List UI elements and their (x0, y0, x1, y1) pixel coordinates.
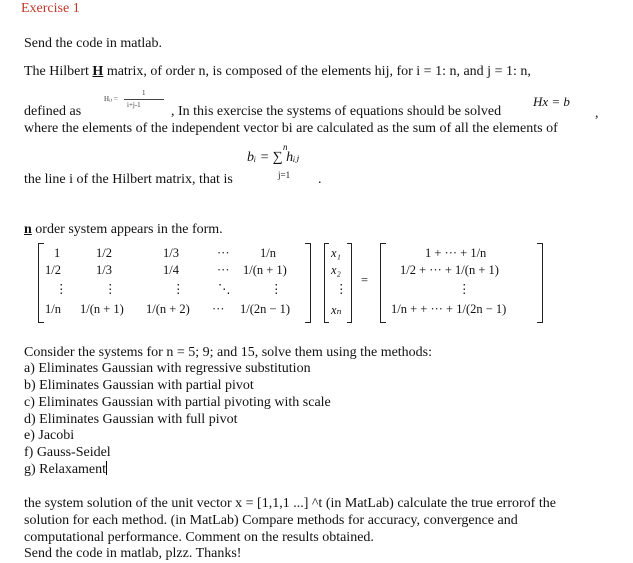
matrix-cell: 1/3 (163, 246, 179, 260)
vector-x-entry: xₙ (331, 303, 342, 317)
trailing-comma: , (595, 106, 599, 121)
vector-b-right-bracket (537, 243, 543, 323)
closing-line: solution for each method. (in MatLab) Compare methods for accuracy, convergence and (24, 513, 518, 528)
method-item: g) Relaxament (24, 462, 107, 477)
text-segment: order system appears in the form. (31, 222, 223, 237)
line-defined-as: defined as (24, 104, 82, 119)
formula-sum-lower: j=1 (278, 170, 291, 180)
vector-b-entry: ⋮ (458, 282, 471, 296)
formula-hij-lhs: Hᵢⱼ = (104, 95, 118, 103)
matrix-cell: 1/n (260, 246, 276, 260)
trailing-period: . (318, 172, 322, 187)
matrix-cell: 1/(n + 2) (146, 302, 190, 316)
closing-line: Send the code in matlab, plzz. Thanks! (24, 546, 242, 561)
line-hilbert-row: the line i of the Hilbert matrix, that is (24, 172, 233, 187)
matrix-cell: 1/3 (96, 263, 112, 277)
matrix-cell: 1/2 (45, 263, 61, 277)
formula-bi-sum: bᵢ = ∑ hᵢⱼ (247, 150, 300, 165)
matrix-symbol-h: H (92, 64, 104, 79)
matrix-cell: 1/(n + 1) (243, 263, 287, 277)
matrix-cell: ⋮ (55, 282, 68, 296)
formula-sum-upper: n (283, 142, 288, 152)
matrix-cell: ⋮ (270, 282, 283, 296)
text-segment: matrix, of order n, is composed of the elements hij, for i = 1: n, and j = 1: n, (103, 64, 531, 79)
text-cursor (106, 461, 107, 475)
order-n: n (24, 222, 32, 237)
vector-x-left-bracket (324, 243, 329, 323)
method-item: c) Eliminates Gaussian with partial pivoting with scale (24, 395, 331, 410)
vector-x-entry: x₁ (331, 246, 341, 260)
matrix-left-bracket (38, 243, 44, 323)
matrix-cell: ⋮ (172, 282, 185, 296)
matrix-cell: ⋱ (218, 282, 231, 296)
line-exercise-solve: , In this exercise the systems of equations should be solved (171, 104, 502, 119)
fraction-bar (124, 99, 164, 100)
vector-b-entry: 1/n + + ··· + 1/(2n − 1) (391, 302, 507, 316)
matrix-cell: ··· (212, 302, 225, 316)
vector-x-right-bracket (347, 243, 352, 323)
matrix-right-bracket (305, 243, 311, 323)
closing-line: computational performance. Comment on the results obtained. (24, 530, 374, 545)
line-send-code: Send the code in matlab. (24, 36, 163, 51)
matrix-cell: 1 (54, 246, 61, 260)
matrix-cell: 1/(2n − 1) (240, 302, 291, 316)
formula-hx-equals-b: Hx = b (533, 94, 570, 109)
matrix-cell: 1/n (45, 302, 61, 316)
method-item-with-cursor (24, 461, 107, 478)
method-item: d) Eliminates Gaussian with full pivot (24, 412, 238, 427)
matrix-cell: 1/(n + 1) (80, 302, 124, 316)
matrix-cell: ··· (217, 263, 230, 277)
vector-b-left-bracket (380, 243, 386, 323)
matrix-cell: ⋮ (104, 282, 117, 296)
vector-x-entry: x₂ (331, 263, 341, 277)
line-order-system (24, 222, 223, 238)
method-item: a) Eliminates Gaussian with regressive substitution (24, 361, 311, 376)
matrix-cell: 1/4 (163, 263, 179, 277)
line-hilbert-definition (24, 64, 531, 80)
formula-hij-denominator: i+j-1 (127, 101, 141, 109)
vector-x-entry: ⋮ (335, 282, 348, 296)
method-item: b) Eliminates Gaussian with partial pivot (24, 378, 254, 393)
vector-b-entry: 1 + ··· + 1/n (425, 246, 487, 260)
text-segment: The Hilbert (24, 64, 93, 79)
formula-hij-numerator: 1 (142, 89, 146, 97)
exercise-title: Exercise 1 (21, 1, 80, 16)
matrix-cell: ··· (217, 246, 230, 260)
methods-intro: Consider the systems for n = 5; 9; and 15, solve them using the methods: (24, 345, 433, 360)
matrix-cell: 1/2 (96, 246, 112, 260)
closing-line: the system solution of the unit vector x = [1,1,1 ...] ^t (in MatLab) calculate the true errorof the (24, 496, 556, 511)
method-item: f) Gauss-Seidel (24, 445, 111, 460)
line-independent-vector: where the elements of the independent vector bi are calculated as the sum of all the elements of (24, 121, 558, 136)
equals-sign: = (361, 273, 369, 287)
vector-b-entry: 1/2 + ··· + 1/(n + 1) (400, 263, 499, 277)
method-item: e) Jacobi (24, 428, 75, 443)
